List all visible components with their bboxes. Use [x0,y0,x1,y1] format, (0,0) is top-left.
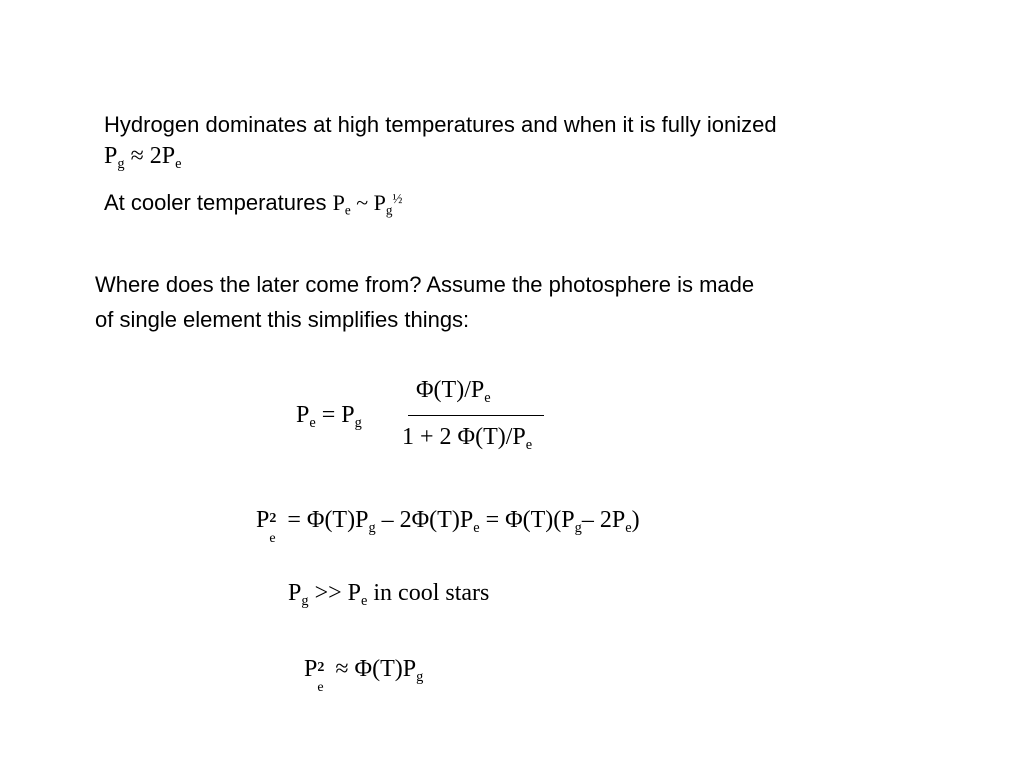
eq1-a: P [104,143,118,169]
fraction-bar [408,415,544,416]
eq3-t2-sub: e [473,520,480,537]
frac-lhs-b-sub: g [354,415,362,432]
eq1-a-sub: g [117,156,125,173]
frac-lhs-a: P [296,402,310,428]
eq3-t4-sub: e [625,520,632,537]
eq1-b-sub: e [175,156,182,173]
equation-result [304,656,424,695]
equation-cool-temp [332,190,403,218]
equation-high-temp [104,144,181,171]
eq2-a-sub: e [344,202,351,218]
eq3-t5: ) [631,507,640,533]
eq4-a-sub: g [301,593,309,610]
eq2-rel: ~ P [350,190,386,215]
frac-num-text: Φ(T)/P [416,377,485,403]
eq4-rel: >> P [308,580,361,606]
eq3-a: P [256,507,270,533]
eq2-b-sup: ½ [392,190,403,206]
frac-lhs-mid: = P [315,402,355,428]
eq4-a: P [288,580,302,606]
eq3-t3: = Φ(T)(P [479,507,575,533]
eq5-a-sup: 2 [317,660,325,675]
eq3-t2: – 2Φ(T)P [375,507,474,533]
eq5-a: P [304,656,318,682]
equation-expanded [256,507,640,546]
fraction-lhs [296,403,362,430]
cool-temp-line [104,190,402,219]
eq3-t3-sub: g [574,520,582,537]
frac-num-sub: e [484,390,491,407]
fraction-numerator [416,378,491,405]
eq2-b-sub: g [385,202,393,218]
eq2-a: P [332,190,345,215]
paragraph-line-2: of single element this simplifies things: [95,307,470,332]
eq4-tail: in cool stars [367,580,490,606]
eq3-a-sup: 2 [269,511,277,526]
eq3-t1: = Φ(T)P [281,507,369,533]
paragraph-line-1: Where does the later come from? Assume the photosphere is made [95,272,755,297]
eq3-a-sub: e [269,531,276,546]
equation-cool-stars [288,581,489,608]
eq1-rel: ≈ 2P [124,143,176,169]
cool-temp-text: At cooler temperatures [104,190,333,215]
eq4-b-sub: e [360,593,368,610]
eq5-a-sub: e [317,680,324,695]
intro-line: Hydrogen dominates at high temperatures and when it is fully ionized [104,112,777,137]
frac-lhs-a-sub: e [309,415,316,432]
frac-den-text: 1 + 2 Φ(T)/P [402,424,526,450]
eq3-t1-sub: g [368,520,376,537]
eq3-t4: – 2P [581,507,626,533]
eq5-rel: ≈ Φ(T)P [329,656,417,682]
frac-den-sub: e [525,437,533,454]
fraction-denominator [402,425,532,452]
eq5-b-sub: g [416,669,424,686]
